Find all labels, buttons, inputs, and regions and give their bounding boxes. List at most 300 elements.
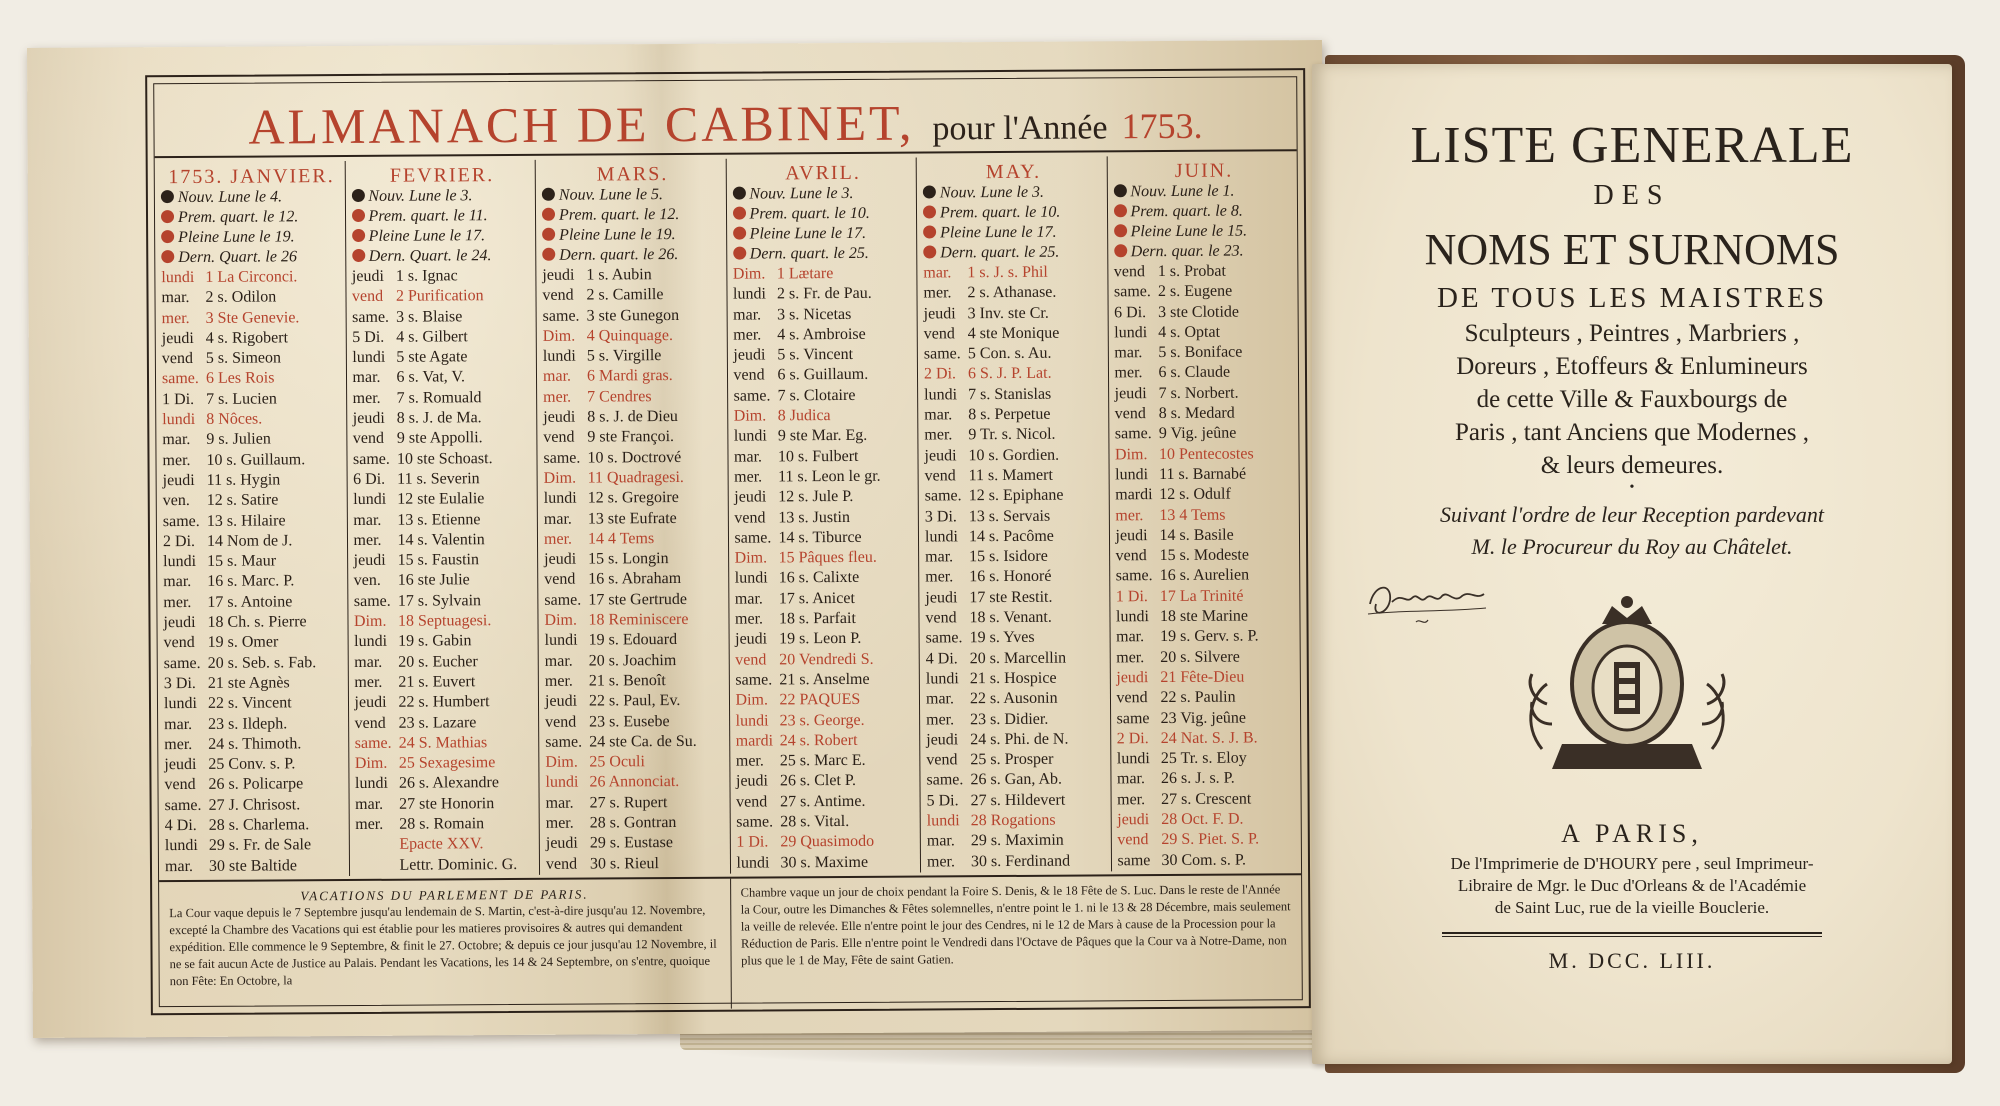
calendar-day [923,283,1105,304]
saint-name: 7 s. Lucien [206,390,277,408]
calendar-day [354,611,536,632]
weekday: jeudi [352,409,385,428]
weekday: 1 Di. [162,390,195,408]
saint-name: 13 s. Hilaire [206,511,286,530]
calendar-day [1115,383,1297,404]
saint-name: 21 Fête-Dieu [1160,668,1245,686]
weekday: mar. [355,795,384,813]
weekday: jeudi [734,488,767,506]
calendar-day [164,653,346,674]
saint-name: 25 Conv. s. P. [208,755,296,773]
calendar-day [352,286,534,307]
weekday: mar. [925,548,954,566]
weekday: mar. [925,690,955,708]
calendar-day [164,774,346,795]
weekday: mar. [164,857,194,875]
calendar-day [546,833,728,854]
calendar-day [1117,728,1299,749]
saint-name: 27 s. Antime. [780,792,866,811]
saint-name: 15 s. Longin [588,550,669,568]
weekday: same. [163,654,201,672]
saint-name: 7 s. Clotaire [777,386,856,405]
calendar-day [735,588,917,609]
saint-name: 2 s. Camille [586,286,664,304]
calendar-day [353,469,535,490]
weekday: vend [544,571,576,589]
saint-name: 26 s. J. s. P. [1160,770,1235,788]
imprint-line-2: Libraire de Mgr. le Duc d'Orleans & de l'Académie [1457,876,1807,895]
weekday: vend [354,714,386,732]
saint-name: 17 s. Anicet [778,589,855,608]
saint-name: 25 s. Marc E. [779,751,866,770]
saint-name: 1 La Circonci. [205,268,298,286]
saint-name: 9 Tr. s. Nicol. [968,426,1056,444]
weekday: same. [1114,425,1152,443]
saint-name: 16 s. Honoré [969,568,1052,586]
weekday: same. [544,591,582,609]
weekday: mar. [163,573,192,591]
calendar-day [543,386,725,407]
calendar-day [164,714,346,735]
calendar-day [926,709,1108,730]
month-column [345,160,540,876]
weekday: Dim. [733,407,767,425]
saint-name: 12 s. Gregoire [587,489,679,507]
saint-name: 26 s. Gan, Ab. [970,771,1063,789]
moon-phase-icon [1114,244,1127,257]
saint-name: 14 s. Valentin [397,531,485,549]
weekday: mar. [352,369,381,387]
weekday: mer. [355,815,384,833]
weekday: lundi [924,386,958,404]
calendar-day [1117,708,1299,729]
saint-name: 28 Rogations [970,811,1056,830]
weekday: same [1117,851,1151,869]
moon-phase-text: Prem. quart. le 11. [368,207,488,225]
weekday: mer. [734,610,764,628]
saint-name: 6 Mardi gras. [586,367,673,386]
calendar-day [354,652,536,673]
saint-name: 29 s. Eustase [589,834,674,852]
moon-phase [542,185,724,206]
calendar-day [924,323,1106,344]
moon-phase-icon [733,247,746,260]
calendar-day [736,751,918,772]
saint-name: 4 s. Ambroise [777,325,866,344]
saint-name: 30 s. Rieul [589,854,659,873]
calendar-day [163,531,345,552]
saint-name: 22 s. Paul, Ev. [588,692,681,710]
weekday: lundi [163,553,197,571]
month-name: JUIN. [1174,159,1234,182]
saint-name: Epacte XXV. [399,835,484,854]
saint-name: 2 s. Athanase. [967,283,1057,302]
calendar-day [1114,363,1296,384]
saint-name: 1 s. Probat [1157,262,1226,281]
moon-phase-icon [542,188,555,201]
calendar-day [352,347,534,368]
moon-phase-icon [1114,224,1127,237]
calendar-day [355,712,537,733]
saint-name: 6 s. Vat, V. [396,368,466,387]
moon-phase-icon [923,205,936,218]
saint-name: 29 s. Fr. de Sale [208,836,312,855]
weekday: mar. [733,306,762,324]
calendar-day [354,550,536,571]
saint-name: 30 ste Baltide [208,856,298,875]
moon-phase [733,244,915,265]
weekday: lundi [354,775,388,793]
weekday: vend [735,651,767,669]
calendar-day [165,835,347,856]
calendar-day [352,327,534,348]
weekday: vend [1115,547,1147,565]
saint-name: 12 s. Satire [206,491,279,510]
calendar-day [925,587,1107,608]
calendar-day [924,344,1106,365]
calendar-day [164,673,346,694]
weekday: 5 Di. [352,328,385,346]
calendar-day [734,385,916,406]
weekday: jeudi [1114,384,1147,403]
saint-name: 9 s. Julien [206,430,271,449]
title-page [1312,64,1952,1064]
saint-name: 12 s. Odulf [1159,485,1231,504]
saint-name: 14 s. Tiburce [778,528,862,547]
calendar-day [545,671,727,692]
saint-name: 9 ste Françoi. [587,428,675,446]
month-column [726,158,921,874]
month-column [1107,155,1301,871]
calendar-day [162,369,344,390]
moon-phase [1113,201,1295,222]
saint-name: 25 s. Prosper [970,750,1054,769]
weekday: lundi [735,711,769,730]
weekday: same. [735,671,773,689]
weekday: vend [736,793,768,811]
weekday: same. [545,733,583,751]
moon-phase [352,246,534,267]
moon-phase-text: Pleine Lune le 17. [749,224,867,243]
saint-name: 19 s. Edouard [588,631,678,649]
moon-phase [733,224,915,245]
footnote-left [159,879,730,1012]
saint-name: 13 s. Etienne [397,510,481,529]
saint-name: 20 s. Joachim [588,651,677,670]
calendar-day [925,506,1107,527]
calendar-day [543,447,725,468]
saint-name: 28 s. Gontran [589,814,677,832]
calendar-day [353,408,535,429]
calendar-day [1114,322,1296,343]
moon-phase-icon [732,207,745,220]
imprint-rule [1442,932,1822,934]
moon-phase-text: Pleine Lune le 17. [940,223,1057,242]
calendar-day [734,527,916,548]
saint-name: 7 s. Norbert. [1158,384,1239,402]
saint-name: 28 s. Charlema. [208,816,310,834]
calendar-day [545,752,727,773]
saint-name: 17 s. Antoine [207,593,293,611]
weekday: mar. [1114,344,1143,362]
weekday: same. [923,345,961,363]
weekday: mar. [733,448,763,466]
weekday: same. [162,512,200,530]
weekday: vend [925,609,957,627]
saint-name: 26 s. Policarpe [208,775,304,794]
weekday: same. [926,771,964,789]
saint-name: 8 Nôces. [206,410,263,428]
saint-name: 5 s. Virgille [586,347,662,365]
saint-name: 18 s. Venant. [969,608,1052,627]
title-line-8: Paris , tant Anciens que Modernes , [1454,419,1810,446]
saint-name: 5 s. Vincent [777,346,854,364]
imprint-line-3: de Saint Luc, rue de la vieille Bouclerie. [1494,898,1770,917]
saint-name: 21 s. Anselme [779,670,870,689]
weekday: Dim. [543,469,577,487]
weekday: lundi [1115,466,1149,484]
calendar-day [926,750,1108,771]
saint-name: 15 Pâques fleu. [778,548,877,567]
moon-phase [161,207,343,228]
weekday: mer. [734,468,763,486]
calendar-day [1114,282,1296,303]
moon-phase-text: Prem. quart. le 12. [177,208,299,227]
calendar-day [355,733,537,754]
weekday: same. [736,813,774,831]
saint-name: 20 s. Eucher [398,652,478,671]
title-line-11: M. le Procureur du Roy au Châtelet. [1471,534,1793,559]
calendar-day [354,570,536,591]
calendar-day [924,425,1106,446]
calendar-day [925,486,1107,507]
saint-name: 22 PAQUES [779,691,861,709]
calendar-day [163,511,345,532]
saint-name: 4 s. Gilbert [396,328,468,346]
saint-name: 4 ste Monique [967,324,1060,343]
weekday: vend [924,467,956,485]
moon-phase-icon [923,225,936,238]
calendar-day [354,631,536,652]
weekday: mer. [923,284,952,302]
saint-name: 22 s. Ausonin [969,689,1058,708]
moon-phase [161,227,343,248]
saint-name: 3 Inv. ste Cr. [967,304,1049,322]
saint-name: 2 Purification [395,287,484,306]
weekday: jeudi [544,550,577,568]
moon-phase-text: Dern. Quart. le 26 [178,248,297,267]
weekday: lundi [1115,608,1149,626]
saint-name: 24 ste Ca. de Su. [589,732,697,751]
moon-phase-icon [161,190,174,203]
weekday: same. [353,592,391,610]
calendar-day [165,856,347,877]
saint-name: 28 Oct. F. D. [1161,810,1244,829]
calendar-day [163,490,345,511]
calendar-day [926,648,1108,669]
moon-phase-icon [1113,184,1126,197]
weekday: vend [163,634,195,652]
moon-phase [1113,181,1295,202]
weekday: jeudi [926,731,959,749]
title-line-10: Suivant l'ordre de leur Reception pardevant [1439,502,1825,527]
saint-name: 8 s. J. de Ma. [396,409,482,427]
weekday: vend [733,366,765,385]
weekday: jeudi [542,266,575,284]
weekday: jeudi [353,551,386,570]
saint-name: 16 s. Marc. P. [207,572,295,591]
weekday: lundi [354,633,388,651]
weekday: lundi [544,631,578,650]
weekday: mardi [1115,486,1153,504]
weekday: mar. [542,368,572,386]
almanac-sheet [27,40,1328,1038]
calendar-day [926,689,1108,710]
moon-phase [923,222,1105,243]
saint-name: 16 ste Julie [397,571,470,590]
moon-phase-text: Prem. quart. le 8. [1130,202,1243,221]
calendar-day [733,365,915,386]
weekday: lundi [543,489,577,508]
title-line-5: Sculpteurs , Peintres , Marbriers , [1464,320,1800,347]
calendar-day [924,384,1106,405]
saint-name: 10 s. Guillaum. [206,450,306,469]
saint-name: 27 s. Hildevert [970,791,1066,809]
calendar-day [543,407,725,428]
saint-name: 3 ste Gunegon [586,306,680,325]
saint-name: 18 s. Parfait [778,609,856,628]
calendar-day [162,409,344,430]
saint-name: 10 Pentecostes [1158,445,1254,463]
title-line-1: LISTE GENERALE [1410,117,1854,174]
calendar-day [735,548,917,569]
calendar-day [543,366,725,387]
calendar-day [736,832,918,853]
calendar-day [734,507,916,528]
weekday: jeudi [164,756,197,774]
footnote-right [730,875,1302,1008]
moon-phase-icon [732,187,745,200]
saint-name: 15 s. Modeste [1159,546,1249,565]
calendar-day [735,568,917,589]
moon-phase [1114,241,1296,262]
saint-name: 14 s. Pacôme [968,527,1054,546]
calendar-day [163,592,345,613]
calendar-day [545,711,727,732]
calendar-day [165,876,347,877]
calendar-day [1115,484,1297,505]
saint-name: 12 s. Epiphane [968,486,1064,505]
saint-name: 23 s. Didier. [970,710,1049,728]
weekday: mer. [924,426,953,444]
weekday: jeudi [733,346,766,364]
calendar-day [734,487,916,508]
calendar-day [735,649,917,670]
weekday: mer. [164,735,193,753]
title-line-4: DE TOUS LES MAISTRES [1436,282,1828,314]
calendar-day [1116,566,1298,587]
moon-phase-text: Nouv. Lune le 1. [1130,182,1235,201]
weekday: vend [1116,689,1148,707]
weekday: vend [1117,831,1149,849]
weekday: same. [734,529,772,547]
calendar-day [1117,830,1299,851]
saint-name: 20 s. Seb. s. Fab. [207,653,317,672]
saint-name: 28 s. Vital. [780,812,850,831]
weekday: vend [926,751,958,769]
calendar-day [163,571,345,592]
weekday: mer. [735,752,764,770]
almanac-inner-frame [153,76,1303,1007]
saint-name: 24 s. Robert [779,731,858,750]
saint-name: 15 s. Isidore [969,547,1048,566]
saint-name: 14 4 Tems [587,530,655,548]
saint-name: 25 Tr. s. Eloy [1160,749,1247,768]
calendar-day [354,672,536,693]
moon-phase-text: Prem. quart. le 12. [558,205,680,224]
weekday: lundi [163,695,197,713]
saint-name: 8 s. Perpetue [968,405,1051,424]
moon-phase [542,205,724,226]
calendar-day [925,465,1107,486]
month-name: MARS. [596,163,669,186]
saint-name: 8 s. J. de Dieu [587,408,678,426]
saint-name: 6 S. J. P. Lat. [967,365,1052,383]
saint-name: 16 s. Aurelien [1159,566,1250,585]
saint-name: Lettr. Dominic. G. [399,855,518,874]
calendar-day [164,734,346,755]
calendar-day [1114,261,1296,282]
saint-name: 10 s. Gordien. [968,446,1060,464]
saint-name: 17 ste Gertrude [588,590,688,609]
saint-name: 5 s. Boniface [1158,343,1243,362]
almanac-title [154,91,1296,158]
calendar-day [545,650,727,671]
calendar-day [1118,870,1300,871]
calendar-day [162,450,344,471]
calendar-day [1115,505,1297,526]
weekday: vend [161,350,194,368]
moon-phase-icon [351,209,364,222]
calendar-day [1117,850,1299,871]
saint-name: 22 s. Vincent [207,694,292,713]
calendar-day [736,710,918,731]
weekday: mar. [162,431,191,449]
calendar-day [1114,342,1296,363]
weekday: vend [542,286,574,305]
calendar-day [926,628,1108,649]
weekday: lundi [1114,324,1148,342]
moon-phase-icon [923,245,936,258]
calendar-day [924,303,1106,324]
calendar-day [545,732,727,753]
weekday: same. [543,449,581,467]
weekday: same [1116,709,1150,727]
weekday: jeudi [161,329,194,348]
moon-phase [923,182,1105,203]
saint-name: 7 s. Stanislas [968,385,1052,404]
weekday: vend [352,430,385,448]
saint-name: 27 s. Rupert [589,793,668,812]
calendar-day [163,551,345,572]
weekday: mer. [161,309,190,327]
almanac-footnote [159,873,1302,1012]
weekday: mer. [544,672,573,690]
weekday: mer. [1117,790,1146,809]
calendar-day [545,772,727,793]
moon-phase-text: Pleine Lune le 19. [559,226,676,244]
weekday: same. [733,387,771,405]
